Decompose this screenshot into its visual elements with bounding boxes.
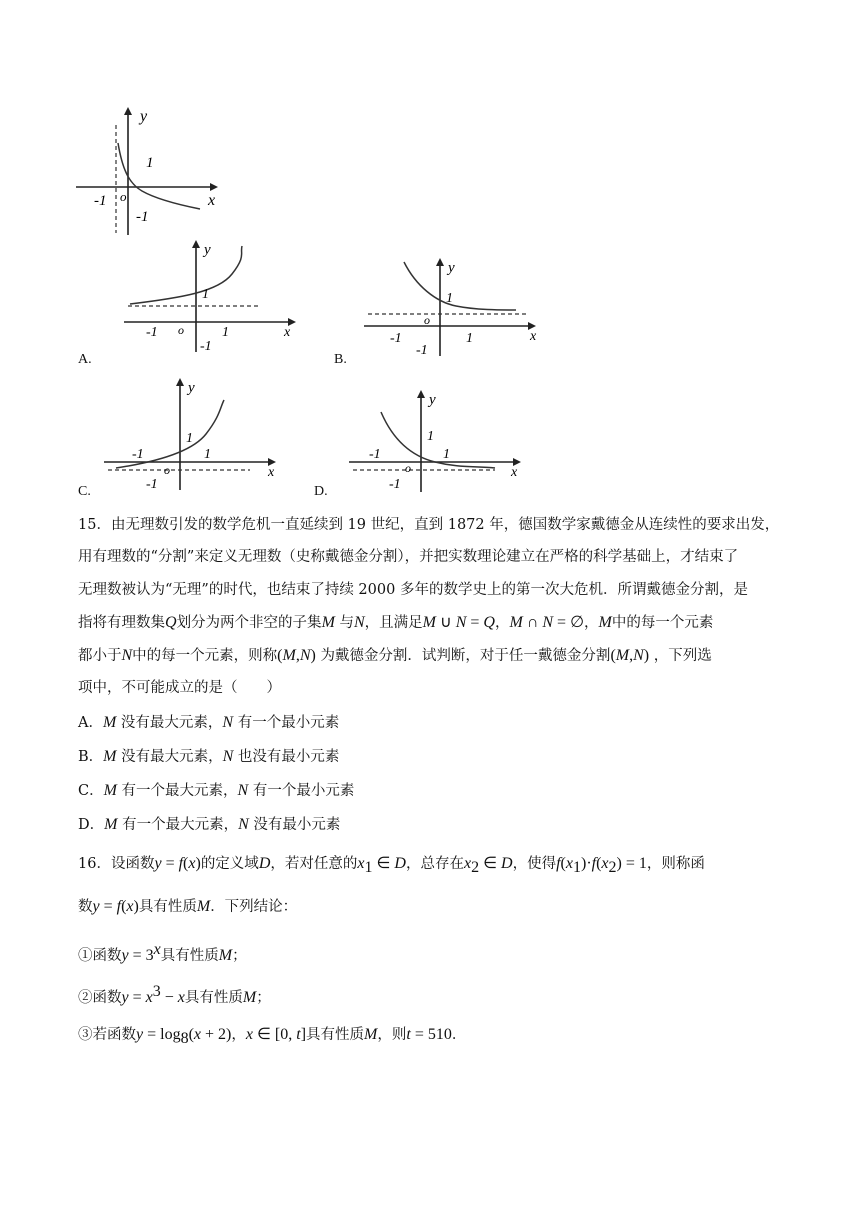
option-c-label[interactable]: C. <box>78 484 91 499</box>
d-tick-y-neg: -1 <box>389 477 401 492</box>
c-origin: o <box>164 463 170 477</box>
c-tick-y-neg: -1 <box>146 477 158 492</box>
a-tick-x-neg: -1 <box>146 325 158 340</box>
q15-option-a[interactable]: A．M 没有最大元素，N 有一个最小元素 <box>78 714 340 731</box>
d-tick-x: 1 <box>443 447 450 462</box>
option-c-graph <box>100 378 280 493</box>
option-b-graph <box>360 258 540 358</box>
main-origin: o <box>120 189 127 204</box>
option-a-graph <box>120 240 300 355</box>
main-graph <box>70 105 230 240</box>
q16-line-1: 16．设函数y = f(x)的定义域D，若对任意的$x_1$ ∈ D，总存在$x_2$ ∈ D，使得$f(x_1)\cdot f(x_2) = 1$，则称函 <box>78 855 705 876</box>
d-x-label: x <box>511 465 518 480</box>
a-origin: o <box>178 323 184 337</box>
a-x-label: x <box>284 325 291 340</box>
option-a-label[interactable]: A. <box>78 352 92 367</box>
q15-option-d[interactable]: D．M 有一个最大元素，N 没有最小元素 <box>78 816 341 833</box>
q16-item-2: ②函数$y = x^3 - x$具有性质M； <box>78 983 271 1006</box>
q15-option-b[interactable]: B．M 没有最大元素，N 也没有最小元素 <box>78 748 340 765</box>
a-y-label: y <box>204 242 211 258</box>
c-tick-x: 1 <box>204 447 211 462</box>
q16-line-2: 数y = f(x)具有性质M．下列结论： <box>78 898 298 915</box>
d-tick-y: 1 <box>427 429 434 444</box>
main-tick-x-neg: -1 <box>94 193 107 209</box>
b-tick-x-neg: -1 <box>390 331 402 346</box>
option-b-label[interactable]: B. <box>334 352 347 367</box>
main-tick-y-pos: 1 <box>146 155 154 171</box>
option-d-graph <box>345 390 525 495</box>
q16-item-1: ①函数$y = 3^x$具有性质M； <box>78 941 247 964</box>
main-tick-y-neg: -1 <box>136 209 149 225</box>
a-tick-x: 1 <box>222 325 229 340</box>
q15-line-1: 15．由无理数引发的数学危机一直延续到 19 世纪，直到 1872 年，德国数学家戴德金从连续性的要求出发， <box>78 517 780 533</box>
b-tick-x: 1 <box>466 331 473 346</box>
q15-line-5: 都小于N中的每一个元素，则称(M,N) 为戴德金分割．试判断，对于任一戴德金分割(M,N) ，下列选 <box>78 647 712 664</box>
q16-item-3: ③若函数$y = \log_8(x + 2)$，x ∈ [0, t]具有性质M，则t = 510． <box>78 1026 467 1047</box>
c-x-label: x <box>268 465 275 480</box>
c-tick-x-neg: -1 <box>132 447 144 462</box>
q15-line-2: 用有理数的“分割”来定义无理数（史称戴德金分割），并把实数理论建立在严格的科学基础上，才结束了 <box>78 549 739 565</box>
b-tick-y-neg: -1 <box>416 343 428 358</box>
b-tick-y: 1 <box>446 291 453 306</box>
main-y-label: y <box>140 108 148 125</box>
b-x-label: x <box>530 329 537 344</box>
b-y-label: y <box>448 260 455 276</box>
option-d-label[interactable]: D. <box>314 484 328 499</box>
d-origin: o <box>405 461 411 475</box>
q15-line-4: 指将有理数集Q划分为两个非空的子集M 与N，且满足M ∪ N = Q，M ∩ N = ∅，M中的每一个元素 <box>78 614 714 631</box>
a-tick-y: 1 <box>202 287 209 302</box>
c-tick-y: 1 <box>186 431 193 446</box>
q15-line-3: 无理数被认为“无理”的时代，也结束了持续 2000 多年的数学史上的第一次大危机．所谓戴德金分割，是 <box>78 582 748 598</box>
a-tick-y-neg: -1 <box>200 339 212 354</box>
d-y-label: y <box>429 392 436 408</box>
d-tick-x-neg: -1 <box>369 447 381 462</box>
main-x-label: x <box>208 192 216 209</box>
c-y-label: y <box>188 380 195 396</box>
q15-line-6: 项中，不可能成立的是（ ） <box>78 680 281 696</box>
b-origin: o <box>424 313 430 327</box>
q15-option-c[interactable]: C．M 有一个最大元素，N 有一个最小元素 <box>78 782 355 799</box>
